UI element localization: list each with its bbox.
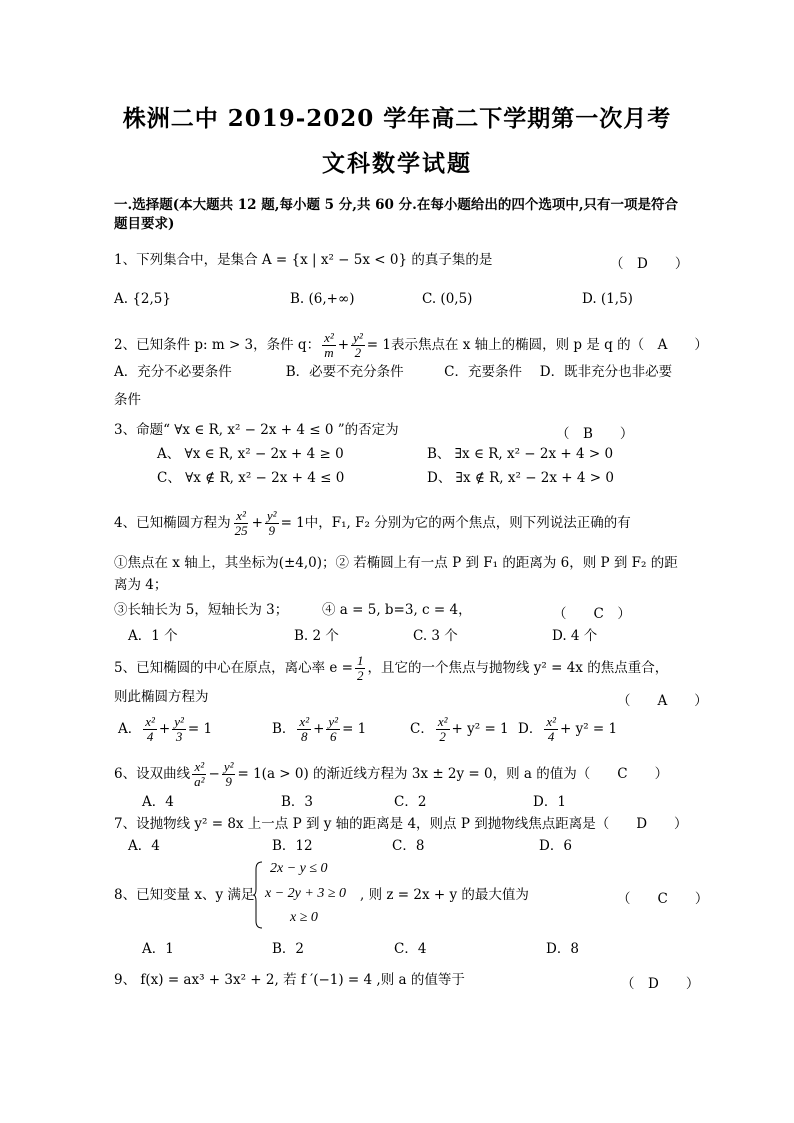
- q8-option-a: A．1: [142, 941, 174, 957]
- q4-option-c: C. 3 个: [413, 628, 458, 644]
- q7-option-a: A．4: [128, 838, 160, 854]
- q6-option-a: A．4: [142, 794, 174, 810]
- q2-fraction-y: $\frac{\text{y²}}{2}$: [353, 330, 363, 360]
- q8-stem-end: , 则 z = 2x + y 的最大值为: [360, 887, 529, 903]
- q4-stem: 4、已知椭圆方程为 $\frac{\text{x²}}{25}$ + $\frac{\text{y²}}{9}$ = 1中，F₁, F₂ 分别为它的两个焦点，则下列说法正确的有: [114, 508, 631, 538]
- q4-answer: （ C ）: [553, 606, 631, 622]
- q9-stem: 9、 f(x) = ax³ + 3x² + 2, 若 f ′(−1) = 4 ,则 a 的值等于: [114, 972, 465, 988]
- q4-statement-2-cont: 离为 4；: [114, 577, 168, 593]
- q4-fraction-y: $\frac{\text{y²}}{9}$: [266, 508, 277, 538]
- q6-option-c: C．2: [394, 794, 427, 810]
- q1-option-c: C. (0,5): [422, 291, 473, 307]
- q3-option-b: B、 ∃x ∈ R, x² − 2x + 4 > 0: [427, 446, 614, 462]
- exam-title: 株洲二中 2019-2020 学年高二下学期第一次月考: [122, 105, 672, 132]
- q6-fraction-y: $\frac{\text{y²}}{9}$: [223, 759, 234, 789]
- q3-option-d: D、 ∃x ∉ R, x² − 2x + 4 > 0: [427, 470, 614, 486]
- q4-option-d: D. 4 个: [552, 628, 598, 644]
- q1-option-b: B. (6,+∞): [290, 291, 355, 307]
- q4-option-a: A．1 个: [128, 628, 178, 644]
- q5-option-d: D． $\frac{\text{x²}}{4}$ + y² = 1: [518, 714, 618, 744]
- q7-option-b: B．12: [272, 838, 313, 854]
- q8-constraint-3: x ≥ 0: [290, 910, 318, 925]
- q2-options: A．充分不必要条件 B．必要不充分条件 C．充要条件 D．既非充分也非必要: [114, 364, 673, 380]
- q3-option-a: A、 ∀x ∈ R, x² − 2x + 4 ≥ 0: [157, 446, 344, 462]
- q5-stem: 5、已知椭圆的中心在原点，离心率 e = $\frac{1}{2}$ ，且它的一个焦点与抛物线 y² = 4x 的焦点重合，: [114, 653, 669, 683]
- q8-constraint-2: x − 2y + 3 ≥ 0: [265, 886, 347, 901]
- q4-statement-1-2: ①焦点在 x 轴上，其坐标为(±4,0)；② 若椭圆上有一点 P 到 F₁ 的距离为 6，则 P 到 F₂ 的距: [114, 555, 678, 571]
- q1-option-d: D. (1,5): [582, 291, 633, 307]
- q8-answer: （ C ）: [617, 891, 709, 907]
- q5-option-a: A． $\frac{\text{x²}}{4}$ + $\frac{\text{y²}}{3}$ = 1: [118, 714, 213, 744]
- q8-constraint-1: 2x − y ≤ 0: [270, 861, 328, 876]
- section-heading: 一.选择题(本大题共 12 题,每小题 5 分,共 60 分.在每小题给出的四个选项中,只有一项是符合题目要求): [114, 197, 679, 232]
- q4-option-b: B. 2 个: [294, 628, 339, 644]
- q5-stem-line2: 则此椭圆方程为: [114, 689, 209, 705]
- q4-statement-3-4: ③长轴长为 5，短轴长为 3； ④ a = 5, b=3, c = 4，: [114, 602, 472, 618]
- q8-stem-start: 8、已知变量 x、y 满足: [114, 887, 255, 903]
- exam-subtitle: 文科数学试题: [322, 150, 472, 177]
- q2-fraction-x: $\frac{\text{x²}}{m}$: [324, 330, 334, 360]
- q8-option-b: B．2: [272, 941, 305, 957]
- q7-option-d: D．6: [539, 838, 572, 854]
- q5-option-c: C． $\frac{\text{x²}}{2}$ + y² = 1: [410, 714, 509, 744]
- q4-fraction-x: $\frac{\text{x²}}{25}$: [234, 508, 248, 538]
- q3-answer: （ B ）: [556, 426, 634, 442]
- q2-stem-end: = 1表示焦点在 x 轴上的椭圆，则 p 是 q 的（ A ）: [366, 337, 708, 353]
- q2-options-continued: 条件: [114, 392, 141, 408]
- q1-stem: 1、下列集合中，是集合 A = {x | x² − 5x < 0} 的真子集的是: [114, 252, 493, 268]
- q8-option-c: C．4: [394, 941, 427, 957]
- q2-stem: 2、已知条件 p: m > 3，条件 q： $\frac{\text{x²}}{m}$ + $\frac{\text{y²}}{2}$ = 1表示焦点在 x 轴上的椭圆，则 p 是 q 的（ A ）: [114, 330, 708, 360]
- q7-stem: 7、设抛物线 y² = 8x 上一点 P 到 y 轴的距离是 4，则点 P 到抛物线焦点距离是（ D ）: [114, 816, 688, 832]
- q9-answer: （ D ）: [621, 976, 700, 992]
- q6-fraction-x: $\frac{\text{x²}}{\text{a²}}$: [194, 759, 205, 789]
- q6-stem: 6、设双曲线 $\frac{\text{x²}}{\text{a²}}$ − $\frac{\text{y²}}{9}$ = 1(a > 0) 的渐近线方程为 3x ± 2y = 0，则 a 的值为（ C ）: [114, 759, 669, 789]
- q2-stem-start: 2、已知条件 p: m > 3，条件 q：: [114, 337, 321, 353]
- q1-answer: （ D ）: [610, 256, 689, 272]
- q6-option-d: D．1: [533, 794, 566, 810]
- q7-option-c: C．8: [392, 838, 425, 854]
- q6-option-b: B．3: [281, 794, 314, 810]
- q5-option-b: B． $\frac{\text{x²}}{8}$ + $\frac{\text{y²}}{6}$ = 1: [272, 714, 367, 744]
- q3-option-c: C、 ∀x ∉ R, x² − 2x + 4 ≤ 0: [157, 470, 345, 486]
- q5-answer: （ A ）: [617, 693, 708, 709]
- q1-option-a: A. {2,5}: [114, 291, 171, 307]
- q8-option-d: D．8: [546, 941, 579, 957]
- q5-eccentricity-fraction: $\frac{1}{2}$: [356, 653, 364, 683]
- system-brace-icon: [253, 861, 263, 929]
- q3-stem: 3、命题“ ∀x ∈ R, x² − 2x + 4 ≤ 0 ”的否定为: [114, 422, 399, 438]
